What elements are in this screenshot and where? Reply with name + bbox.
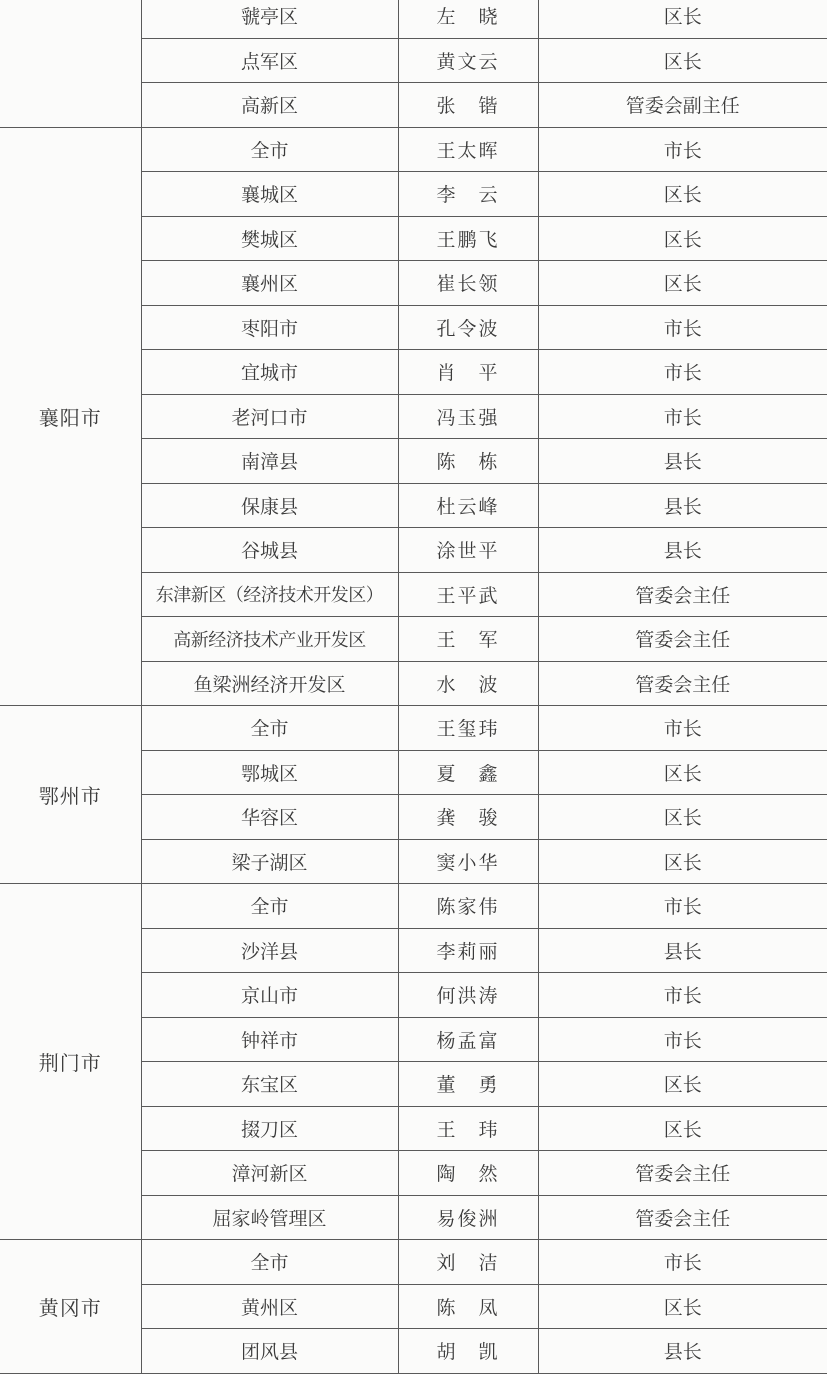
district-cell: 全市: [141, 1240, 398, 1285]
district-cell: 枣阳市: [141, 305, 398, 350]
city-cell: [0, 0, 141, 127]
district-cell: 掇刀区: [141, 1106, 398, 1151]
name-cell: 冯玉强: [398, 394, 538, 439]
position-cell: 市长: [538, 973, 827, 1018]
table-row: [0, 706, 827, 751]
district-cell: 京山市: [141, 973, 398, 1018]
district-cell: 漳河新区: [141, 1151, 398, 1196]
position-cell: 区长: [538, 839, 827, 884]
name-cell: 夏 鑫: [398, 750, 538, 795]
name-cell: 董 勇: [398, 1062, 538, 1107]
city-cell: 荆门市: [0, 884, 141, 1240]
position-cell: 管委会主任: [538, 572, 827, 617]
name-cell: 水 波: [398, 661, 538, 706]
district-cell: 鱼梁洲经济开发区: [141, 661, 398, 706]
name-cell: 易俊洲: [398, 1195, 538, 1240]
position-cell: 区长: [538, 1284, 827, 1329]
position-cell: 区长: [538, 1106, 827, 1151]
district-cell: 襄城区: [141, 172, 398, 217]
name-cell: 王 玮: [398, 1106, 538, 1151]
district-cell: 钟祥市: [141, 1017, 398, 1062]
table-row: [0, 1240, 827, 1285]
name-cell: 陶 然: [398, 1151, 538, 1196]
position-cell: 市长: [538, 884, 827, 929]
name-cell: 李 云: [398, 172, 538, 217]
district-cell: 鄂城区: [141, 750, 398, 795]
district-cell: 高新区: [141, 83, 398, 128]
position-cell: 县长: [538, 928, 827, 973]
position-cell: 管委会主任: [538, 1151, 827, 1196]
position-cell: 区长: [538, 172, 827, 217]
name-cell: 孔令波: [398, 305, 538, 350]
district-cell: 东津新区（经济技术开发区）: [141, 572, 398, 617]
district-cell: 全市: [141, 127, 398, 172]
position-cell: 管委会主任: [538, 1195, 827, 1240]
district-cell: 谷城县: [141, 528, 398, 573]
name-cell: 杨孟富: [398, 1017, 538, 1062]
position-cell: 县长: [538, 1329, 827, 1374]
name-cell: 何洪涛: [398, 973, 538, 1018]
position-cell: 市长: [538, 394, 827, 439]
district-cell: 团风县: [141, 1329, 398, 1374]
district-cell: 点军区: [141, 38, 398, 83]
position-cell: 管委会副主任: [538, 83, 827, 128]
position-cell: 市长: [538, 706, 827, 751]
name-cell: 王玺玮: [398, 706, 538, 751]
name-cell: 涂世平: [398, 528, 538, 573]
district-cell: 全市: [141, 706, 398, 751]
district-cell: 老河口市: [141, 394, 398, 439]
name-cell: 王 军: [398, 617, 538, 662]
position-cell: 市长: [538, 1240, 827, 1285]
district-cell: 樊城区: [141, 216, 398, 261]
position-cell: 区长: [538, 1062, 827, 1107]
name-cell: 杜云峰: [398, 483, 538, 528]
city-cell: 鄂州市: [0, 706, 141, 884]
position-cell: 区长: [538, 795, 827, 840]
district-cell: 保康县: [141, 483, 398, 528]
name-cell: 崔长领: [398, 261, 538, 306]
position-cell: 县长: [538, 439, 827, 484]
table-row: [0, 127, 827, 172]
name-cell: 黄文云: [398, 38, 538, 83]
name-cell: 陈 凤: [398, 1284, 538, 1329]
district-cell: 虢亭区: [141, 0, 398, 38]
position-cell: 区长: [538, 216, 827, 261]
district-cell: 宜城市: [141, 350, 398, 395]
district-cell: 梁子湖区: [141, 839, 398, 884]
name-cell: 窦小华: [398, 839, 538, 884]
district-cell: 高新经济技术产业开发区: [141, 617, 398, 662]
position-cell: 市长: [538, 305, 827, 350]
district-cell: 沙洋县: [141, 928, 398, 973]
name-cell: 李莉丽: [398, 928, 538, 973]
position-cell: 县长: [538, 483, 827, 528]
position-cell: 区长: [538, 0, 827, 38]
district-cell: 屈家岭管理区: [141, 1195, 398, 1240]
district-cell: 黄州区: [141, 1284, 398, 1329]
city-cell: 襄阳市: [0, 127, 141, 706]
table-row: [0, 0, 827, 38]
district-cell: 南漳县: [141, 439, 398, 484]
position-cell: 管委会主任: [538, 617, 827, 662]
district-cell: 襄州区: [141, 261, 398, 306]
position-cell: 市长: [538, 350, 827, 395]
position-cell: 管委会主任: [538, 661, 827, 706]
name-cell: 左 晓: [398, 0, 538, 38]
name-cell: 王鹏飞: [398, 216, 538, 261]
city-cell: 黄冈市: [0, 1240, 141, 1374]
name-cell: 陈 栋: [398, 439, 538, 484]
district-cell: 东宝区: [141, 1062, 398, 1107]
position-cell: 市长: [538, 1017, 827, 1062]
district-cell: 华容区: [141, 795, 398, 840]
position-cell: 市长: [538, 127, 827, 172]
district-cell: 全市: [141, 884, 398, 929]
name-cell: 陈家伟: [398, 884, 538, 929]
name-cell: 王太晖: [398, 127, 538, 172]
position-cell: 区长: [538, 750, 827, 795]
position-cell: 县长: [538, 528, 827, 573]
name-cell: 龚 骏: [398, 795, 538, 840]
name-cell: 刘 洁: [398, 1240, 538, 1285]
name-cell: 肖 平: [398, 350, 538, 395]
position-cell: 区长: [538, 261, 827, 306]
name-cell: 胡 凯: [398, 1329, 538, 1374]
name-cell: 王平武: [398, 572, 538, 617]
table-row: [0, 884, 827, 929]
name-cell: 张 锴: [398, 83, 538, 128]
position-cell: 区长: [538, 38, 827, 83]
